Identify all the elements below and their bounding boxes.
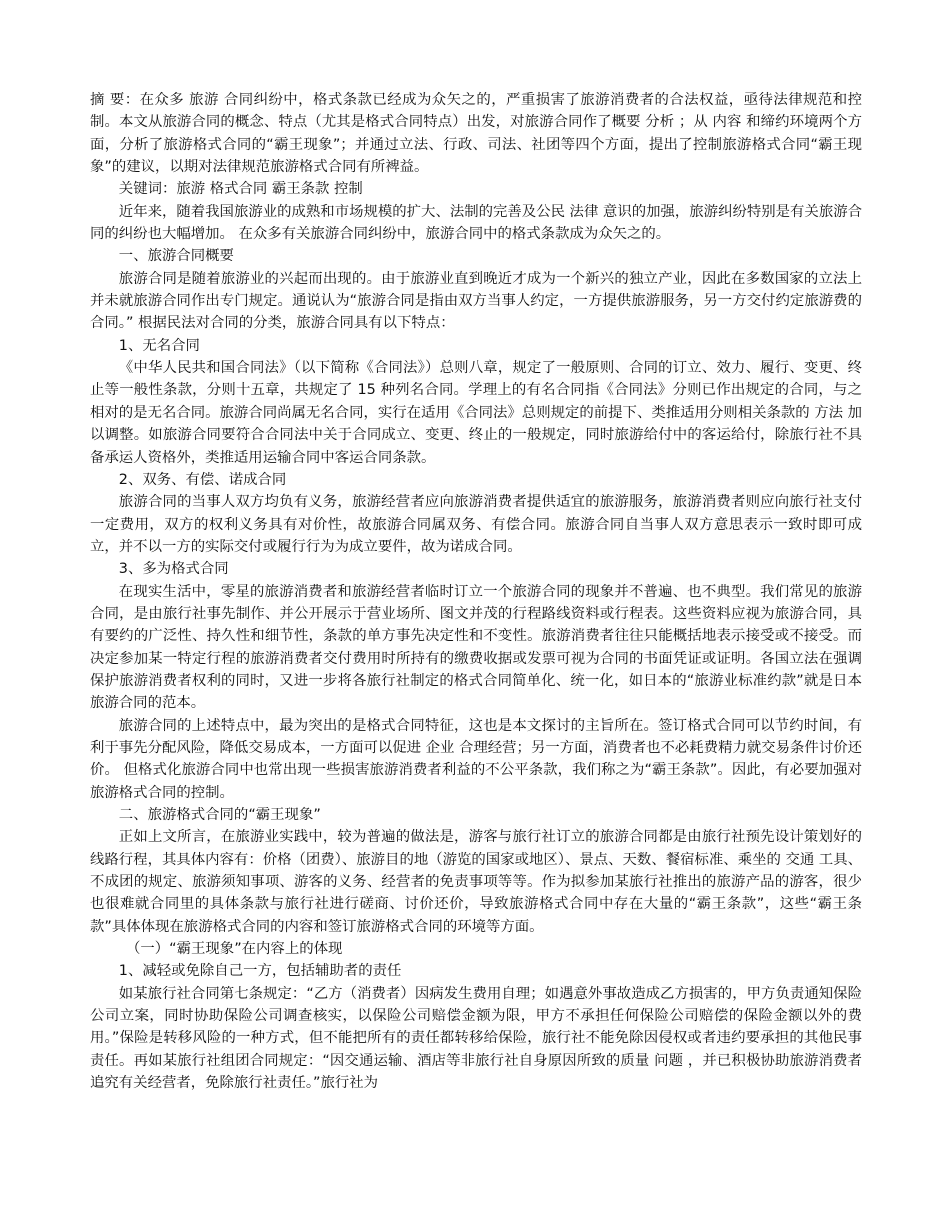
point-heading-standard-contract: 3、多为格式合同 bbox=[118, 561, 229, 578]
abstract-paragraph: 摘 要：在众多 旅游 合同纠纷中，格式条款已经成为众矢之的，严重损害了旅游消费者的合法权益，亟待法律规范和控制。本文从旅游合同的概念、特点（尤其是格式合同特点）出发，对旅游合同作了概要 分析 ；从 内容 和缔约环境两个方面，分析了旅游格式合同的“霸王现象”；并通过立法、行政、司法、社团等四个方面，提出了控制旅游格式合同“霸王现象”的建议，以期对法律规范旅游格式合同有所裨益。 bbox=[90, 92, 862, 176]
document-body bbox=[90, 89, 862, 1094]
standard-contract-paragraph-2: 旅游合同的上述特点中，最为突出的是格式合同特征，这也是本文探讨的主旨所在。签订格式合同可以节约时间，有利于事先分配风险，降低交易成本，一方面可以促进 企业 合理经营；另一方面，消费者也不必耗费精力就交易条件讨价还价。 但格式化旅游合同中也常出现一些损害旅游消费者利益的不公平条款，我们称之为“霸王条款”。因此，有必要加强对旅游格式合同的控制。 bbox=[90, 717, 862, 801]
overlord-phenomenon-paragraph: 正如上文所言，在旅游业实践中，较为普遍的做法是，游客与旅行社订立的旅游合同都是由旅行社预先设计策划好的线路行程，其具体内容有：价格（团费）、旅游目的地（游览的国家或地区）、景点、天数、餐宿标准、乘坐的 交通 工具、不成团的规定、旅游须知事项、游客的义务、经营者的免责事项等等。作为拟参加某旅行社推出的旅游产品的游客，很少也很难就合同里的具体条款与旅行社进行磋商、讨价还价，导致旅游格式合同中存在大量的“霸王条款”，这些“霸王条款”具体体现在旅游格式合同的内容和签订旅游格式合同的环境等方面。 bbox=[90, 829, 862, 935]
intro-paragraph: 近年来，随着我国旅游业的成熟和市场规模的扩大、法制的完善及公民 法律 意识的加强，旅游纠纷特别是有关旅游合同的纠纷也大幅增加。 在众多有关旅游合同纠纷中，旅游合同中的格式条款成为众矢之的。 bbox=[90, 203, 862, 243]
section-heading-overview: 一、旅游合同概要 bbox=[118, 248, 234, 265]
keywords-line: 关键词：旅游 格式合同 霸王条款 控制 bbox=[118, 181, 363, 198]
bilateral-contract-paragraph: 旅游合同的当事人双方均负有义务，旅游经营者应向旅游消费者提供适宜的旅游服务，旅游消费者则应向旅行社支付一定费用，双方的权利义务具有对价性，故旅游合同属双务、有偿合同。旅游合同自当事人双方意思表示一致时即可成立，并不以一方的实际交付或履行行为为成立要件，故为诺成合同。 bbox=[90, 494, 862, 555]
overview-paragraph: 旅游合同是随着旅游业的兴起而出现的。由于旅游业直到晚近才成为一个新兴的独立产业，因此在多数国家的立法上并未就旅游合同作出专门规定。通说认为“旅游合同是指由双方当事人约定，一方提供旅游服务，另一方交付约定旅游费的合同。” 根据民法对合同的分类，旅游合同具有以下特点： bbox=[90, 270, 862, 332]
point-heading-unnamed-contract: 1、无名合同 bbox=[118, 337, 200, 354]
standard-contract-paragraph-1: 在现实生活中，零星的旅游消费者和旅游经营者临时订立一个旅游合同的现象并不普遍、也不典型。我们常见的旅游合同，是由旅行社事先制作、并公开展示于营业场所、图文并茂的行程路线资料或行程表。这些资料应视为旅游合同，具有要约的广泛性、持久性和细节性，条款的单方事先决定性和不变性。旅游消费者往往只能概括地表示接受或不接受。而决定参加某一特定行程的旅游消费者交付费用时所持有的缴费收据或发票可视为合同的书面凭证或证明。各国立法在强调保护旅游消费者权利的同时，又进一步将各旅行社制定的格式合同简单化、统一化，如日本的“旅游业标准约款”就是日本旅游合同的范本。 bbox=[90, 583, 862, 712]
unnamed-contract-paragraph: 《中华人民共和国合同法》（以下简称《合同法》）总则八章，规定了一般原则、合同的订立、效力、履行、变更、终止等一般性条款，分则十五章，共规定了 15 种列名合同。学理上的有名合同指《合同法》分则已作出规定的合同，与之相对的是无名合同。旅游合同尚属无名合同，实行在适用《合同法》总则规定的前提下、类推适用分则相关条款的 方法 加以调整。如旅游合同要符合合同法中关于合同成立、变更、终止的一般规定，同时旅游给付中的客运给付，除旅行社不具备承运人资格外，类推适用运输合同中客运合同条款。 bbox=[90, 360, 862, 466]
liability-paragraph: 如某旅行社合同第七条规定：“乙方（消费者）因病发生费用自理；如遇意外事故造成乙方损害的，甲方负责通知保险公司立案，同时协助保险公司调查核实，以保险公司赔偿金额为限，甲方不承担任何保险公司赔偿的保险金额以外的费用。”保险是转移风险的一种方式，但不能把所有的责任都转移给保险，旅行社不能免除因侵权或者违约要承担的其他民事责任。再如某旅行社组团合同规定：“因交通运输、酒店等非旅行社自身原因所致的质量 问题 ，并已积极协助旅游消费者追究有关经营者，免除旅行社责任。”旅行社为 bbox=[90, 985, 862, 1092]
subsection-heading-content: （一）“霸王现象”在内容上的体现 bbox=[126, 941, 343, 958]
section-heading-overlord-phenomenon: 二、旅游格式合同的“霸王现象” bbox=[118, 807, 321, 823]
subsection-point-heading-liability: 1、减轻或免除自己一方，包括辅助者的责任 bbox=[118, 963, 402, 980]
point-heading-bilateral-contract: 2、双务、有偿、诺成合同 bbox=[118, 471, 287, 488]
